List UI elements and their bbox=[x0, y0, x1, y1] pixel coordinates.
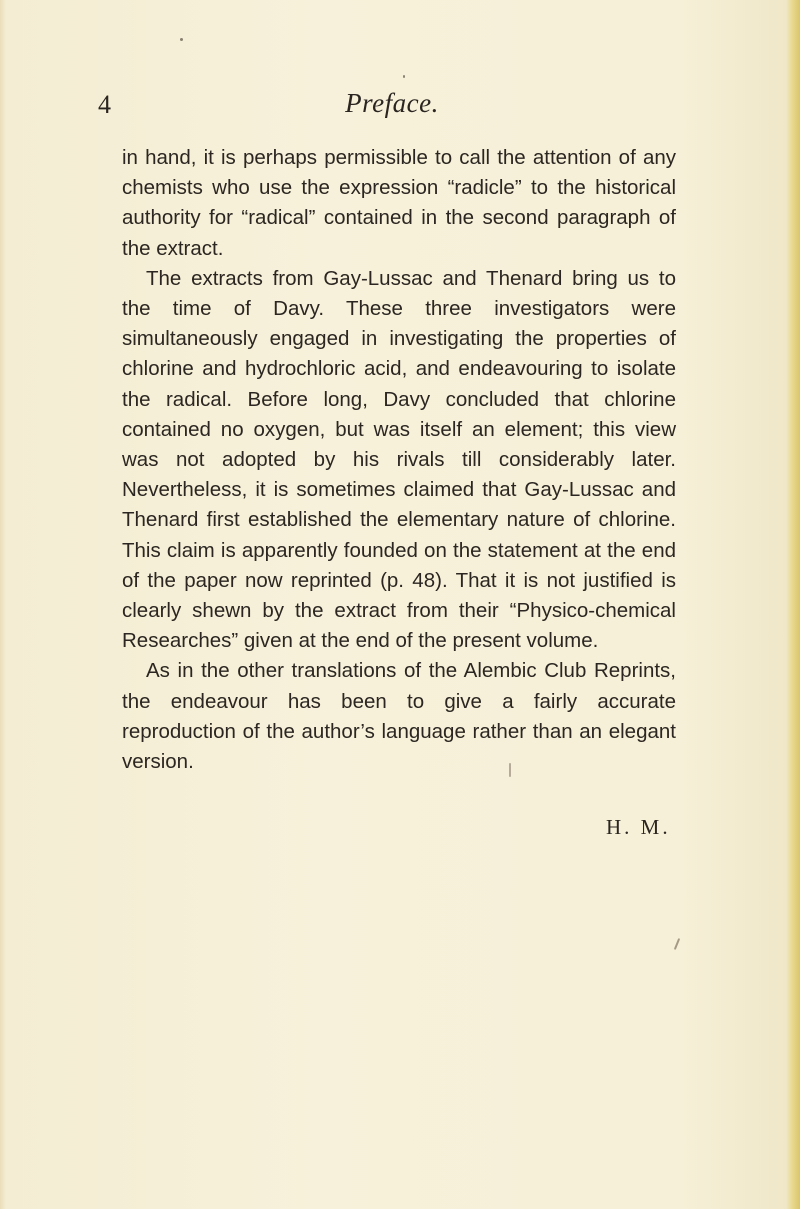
paper-speck bbox=[509, 763, 511, 777]
page-edge bbox=[786, 0, 800, 1209]
paper-speck bbox=[674, 938, 680, 950]
page-header bbox=[98, 88, 678, 124]
paper-speck bbox=[403, 75, 405, 78]
paragraph-3: As in the other translations of the Alembic Club Reprints, the endeavour has been to give a fairly accurate reproduction of the author’s language rather than an elegant version. bbox=[122, 659, 676, 774]
author-signature: H. M. bbox=[606, 815, 671, 839]
body-text bbox=[122, 143, 676, 777]
page-gutter-shadow bbox=[0, 0, 6, 1209]
paper-speck bbox=[180, 38, 183, 41]
running-title: Preface. bbox=[345, 88, 439, 118]
paragraph-2: The extracts from Gay-Lussac and Thenard bring us to the time of Davy. These three investigators were simultaneously engaged in investigating the properties of chlorine and hydrochloric acid, and endeavouring to isolate the radical. Before long, Davy concluded that chlorine contained no oxygen, but was itself an element; this view was not adopted by his rivals till considerably later. Nevertheless, it is sometimes claimed that Gay-Lussac and Thenard first established the elementary nature of chlorine. This claim is apparently founded on the statement at the end of the paper now reprinted (p. 48). That it is not justified is clearly shewn by the extract from their “Physico-chemical Researches” given at the end of the present volume. bbox=[122, 266, 676, 653]
paragraph-1: in hand, it is perhaps permissible to call the attention of any chemists who use the expression “radicle” to the historical authority for “radical” contained in the second paragraph of the extract. bbox=[122, 146, 676, 260]
page-number: 4 bbox=[98, 90, 111, 119]
